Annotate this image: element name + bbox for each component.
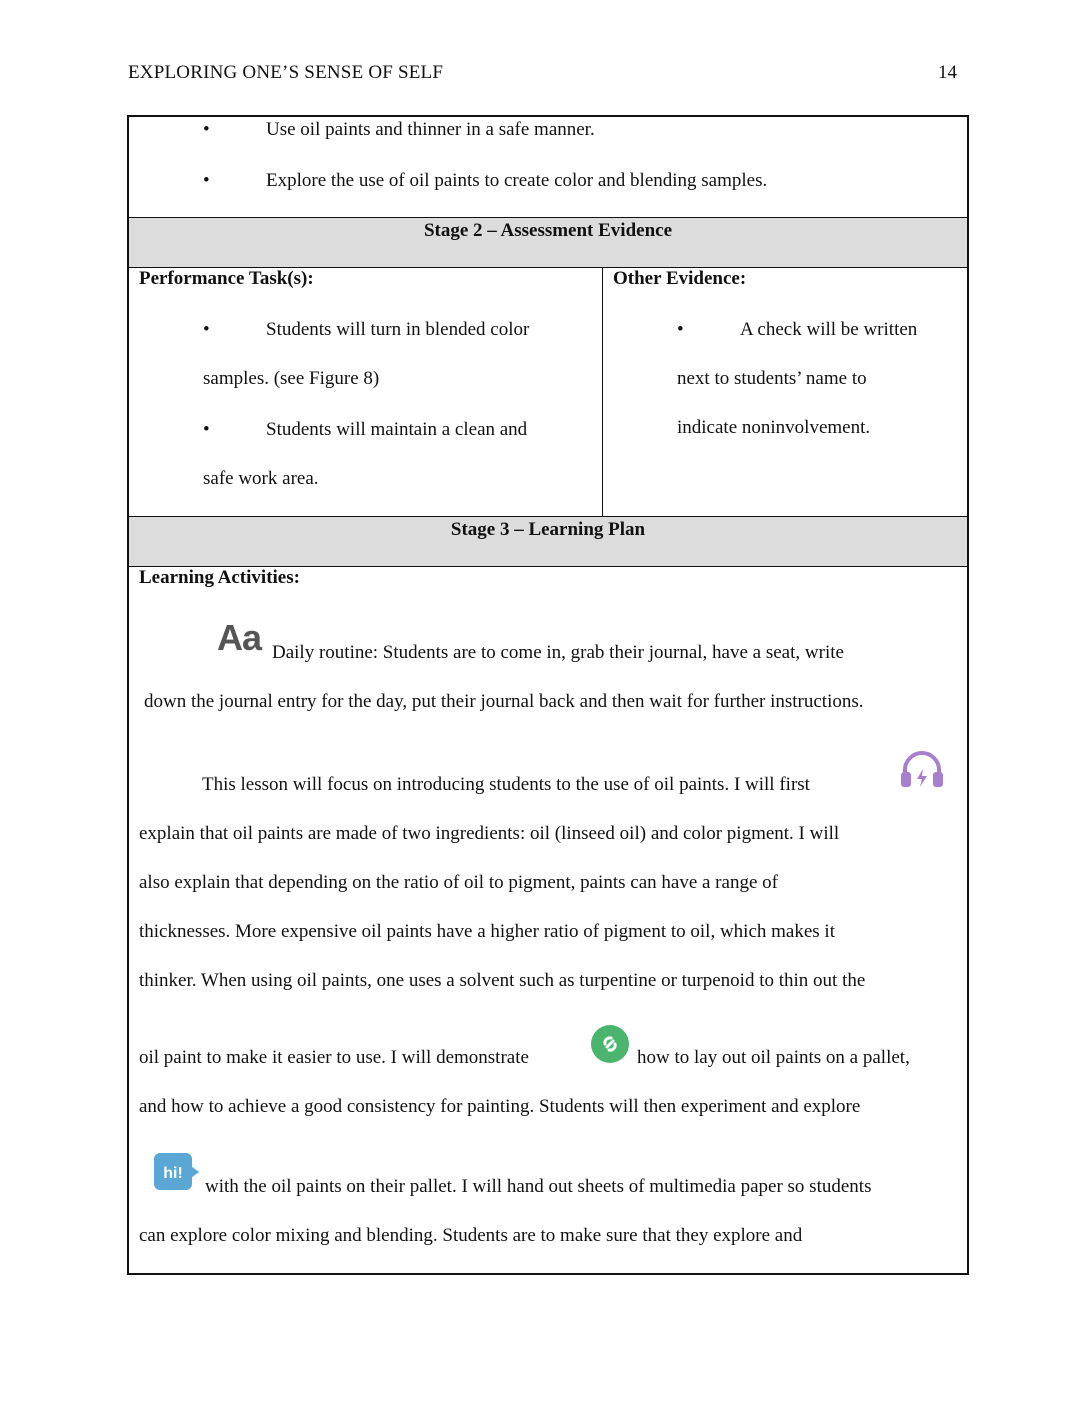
paragraph-line: with the oil paints on their pallet. I will hand out sheets of multimedia paper so students: [205, 1176, 872, 1197]
headphones-icon: [899, 750, 945, 790]
performance-text: Students will maintain a clean and: [266, 419, 528, 440]
paragraph-line: how to lay out oil paints on a pallet,: [637, 1047, 910, 1068]
objectives-section: [129, 117, 967, 218]
objective-text: Use oil paints and thinner in a safe manner.: [266, 119, 595, 140]
font-aa-icon: Aa: [217, 617, 262, 658]
hi-label: hi!: [163, 1165, 183, 1182]
stage2-header: [129, 218, 967, 268]
paragraph-line: oil paint to make it easier to use. I will demonstrate: [139, 1047, 529, 1068]
performance-text: samples. (see Figure 8): [203, 368, 380, 389]
bullet: •: [677, 319, 684, 340]
other-evidence-text: A check will be written: [740, 319, 918, 340]
learning-activities-heading: Learning Activities:: [139, 567, 300, 588]
paragraph-line: also explain that depending on the ratio of oil to pigment, paints can have a range of: [139, 872, 778, 893]
bullet: •: [203, 170, 210, 191]
paragraph-line: thicknesses. More expensive oil paints have a higher ratio of pigment to oil, which makes it: [139, 921, 835, 942]
unit-plan-table: [127, 115, 969, 1275]
objective-text: Explore the use of oil paints to create color and blending samples.: [266, 170, 768, 191]
stage3-title: Stage 3 – Learning Plan: [450, 519, 646, 540]
performance-tasks-cell: [129, 268, 603, 516]
hi-chat-icon: [153, 1152, 201, 1192]
assessment-evidence: [129, 268, 967, 517]
bullet: •: [203, 319, 210, 340]
paragraph-line: down the journal entry for the day, put their journal back and then wait for further instructions.: [144, 691, 864, 712]
paragraph-line: can explore color mixing and blending. Students are to make sure that they explore and: [139, 1225, 803, 1246]
other-evidence-cell: [603, 268, 967, 516]
learning-activities: [129, 567, 967, 1273]
other-evidence-text: next to students’ name to: [677, 368, 867, 389]
paragraph-line: and how to achieve a good consistency for painting. Students will then experiment and explore: [139, 1096, 861, 1117]
other-evidence-heading: Other Evidence:: [613, 268, 747, 289]
performance-text: safe work area.: [203, 468, 319, 489]
link-icon: [590, 1024, 630, 1064]
performance-text: Students will turn in blended color: [266, 319, 530, 340]
stage2-title: Stage 2 – Assessment Evidence: [423, 220, 673, 241]
paragraph-line: thinker. When using oil paints, one uses a solvent such as turpentine or turpenoid to thin out the: [139, 970, 866, 991]
paragraph-line: This lesson will focus on introducing students to the use of oil paints. I will first: [202, 774, 810, 795]
paragraph-line: Daily routine: Students are to come in, grab their journal, have a seat, write: [272, 642, 844, 663]
running-head: EXPLORING ONE’S SENSE OF SELF: [128, 62, 444, 83]
stage3-header: [129, 517, 967, 567]
bullet: •: [203, 419, 210, 440]
performance-heading: Performance Task(s):: [139, 268, 314, 289]
paragraph-line: explain that oil paints are made of two ingredients: oil (linseed oil) and color pigment. I will: [139, 823, 840, 844]
bullet: •: [203, 119, 210, 140]
other-evidence-text: indicate noninvolvement.: [677, 417, 871, 438]
page-number: 14: [938, 62, 957, 83]
